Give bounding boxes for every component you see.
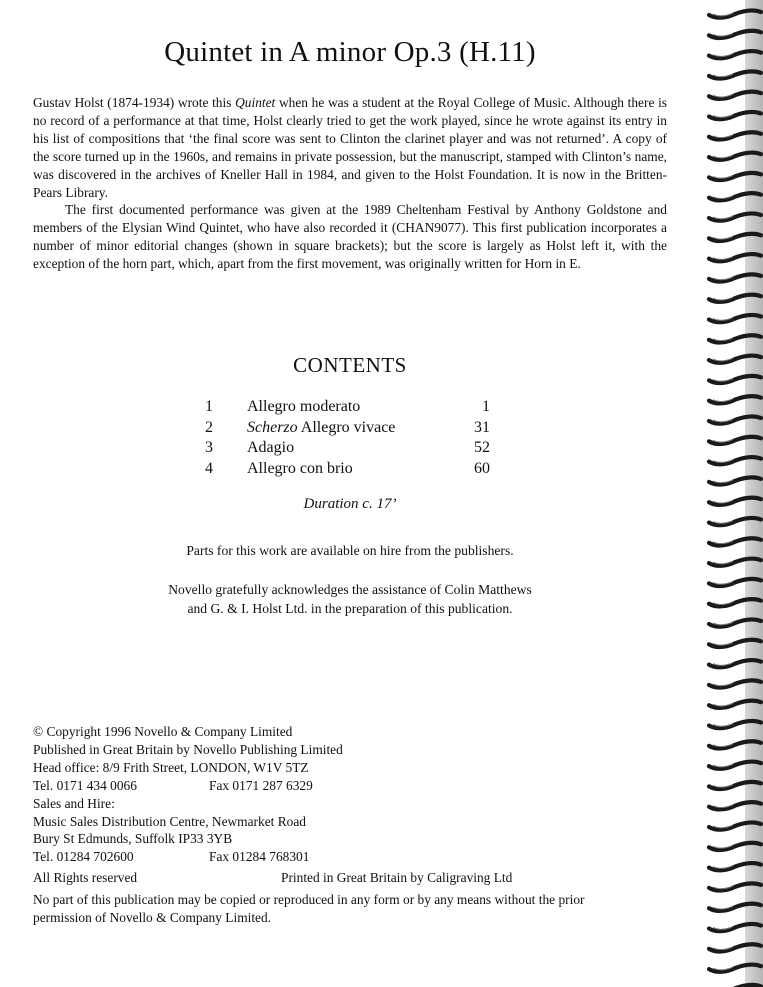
binding-coil [709,721,761,728]
contents-row [200,418,500,439]
binding-coil [709,904,761,911]
movement-page: 52 [474,439,490,456]
copyright-line: © Copyright 1996 Novello & Company Limited [33,724,293,739]
movement-title-text: Allegro con brio [247,459,353,477]
publisher-footer [33,723,593,927]
movement-title [247,418,450,439]
binding-coil [709,599,761,606]
binding-coil [709,376,761,383]
movement-title [247,438,450,459]
binding-coil [709,71,761,78]
movement-page: 1 [482,398,490,415]
binding-coil [709,31,761,38]
movement-title [247,397,450,418]
binding-coil [709,883,761,890]
contents-heading: CONTENTS [293,353,407,377]
sales-label: Sales and Hire: [33,795,115,811]
binding-coil [709,498,761,505]
movement-title-text: Allegro vivace [297,418,396,436]
intro-p1-work-title: Quintet [235,95,276,110]
binding-coil [709,214,761,221]
movement-number: 1 [205,398,213,415]
binding-coil [709,457,761,464]
binding-coil [709,132,761,139]
page-title: Quintet in A minor Op.3 (H.11) [164,36,536,68]
telephone: Tel. 01284 702600 [33,849,134,865]
reproduction-notice: No part of this publication may be copied or reproduced in any form or by any means without the prior permission of Novello & Company Limited. [33,892,585,926]
binding-coil [709,51,761,58]
binding-coil [709,92,761,99]
movement-title-text: Adagio [247,439,295,456]
intro-p1-rest: when he was a student at the Royal College of Music. Although there is no record of a performance at that time, Holst clearly tried to get the work played, since he wrote against its entry in his list of compositions that ‘the final score was sent to Clinton the clarinet player and was not returned’. A copy of the score turned up in the 1960s, and remains in private possession, but the manuscript, stamped with Clinton’s name, was discovered in the archives of Kneller Hall in 1984, and given to the Holst Foundation. It is now in the Britten-Pears Library. [33,95,668,200]
contact-row [33,777,593,795]
binding-coil [709,701,761,708]
binding-coil [709,254,761,261]
intro-text [33,94,667,273]
binding-coil [709,741,761,748]
movement-title-text: Allegro moderato [247,398,361,415]
binding-coil [709,356,761,363]
movement-page: 31 [474,418,490,436]
head-office-line: Head office: 8/9 Frith Street, LONDON, W1V 5TZ [33,759,309,775]
acknowledgement-line-1: Novello gratefully acknowledges the assistance of Colin Matthews [168,582,532,597]
binding-coil [709,802,761,809]
binding-coil [709,518,761,525]
binding-coil [709,11,761,18]
binding-coil [709,823,761,830]
binding-coil [709,193,761,200]
binding-coil [709,965,761,972]
contents-row [200,397,500,418]
printer-credit: Printed in Great Britain by Caligraving Ltd [281,870,513,886]
binding-coil [709,477,761,484]
binding-coil [709,944,761,951]
intro-paragraph-1 [33,94,667,201]
duration-note: Duration c. 17’ [303,496,397,512]
intro-p1-start: Gustav Holst (1874-1934) wrote this [33,95,236,110]
binding-coil [709,620,761,627]
contents-row [200,438,500,459]
acknowledgement-line-2: and G. & I. Holst Ltd. in the preparation of this publication. [187,600,513,616]
binding-coil [709,538,761,545]
binding-coil [709,274,761,281]
movement-number: 4 [205,459,213,477]
binding-coil [709,437,761,444]
binding-coil [709,680,761,687]
binding-coil [709,335,761,342]
spiral-binding [705,0,763,987]
binding-coil [709,396,761,403]
binding-coil [709,924,761,931]
movement-title-italic: Scherzo [247,418,298,436]
binding-coil [709,640,761,647]
binding-coil [709,173,761,180]
binding-coil [709,112,761,119]
telephone: Tel. 0171 434 0066 [33,777,137,793]
movement-title [247,459,450,480]
rights-reserved: All Rights reserved [33,870,138,886]
binding-coil [709,660,761,667]
binding-coil [709,153,761,160]
movement-page: 60 [474,459,490,477]
sales-address-line: Bury St Edmunds, Suffolk IP33 3YB [33,831,233,847]
movement-number: 3 [205,439,213,456]
contact-row [33,848,593,866]
binding-coil [709,863,761,870]
hire-note: Parts for this work are available on hire from the publishers. [186,543,514,558]
binding-coil [709,417,761,424]
binding-coil [709,315,761,322]
movement-number: 2 [205,418,213,436]
fax: Fax 01284 768301 [209,849,310,865]
sales-address-line: Music Sales Distribution Centre, Newmarket Road [33,813,306,829]
contents-list [200,397,500,479]
contents-row [200,459,500,480]
binding-coils [705,0,763,987]
intro-paragraph-2: The first documented performance was given at the 1989 Cheltenham Festival by Anthony Goldstone and members of the Elysian Wind Quintet, who have also recorded it (CHAN9077). This first publication incorporates a number of minor editorial changes (shown in square brackets); but the score is largely as Holst left it, with the exception of the horn part, which, apart from the first movement, was originally written for Horn in E. [33,202,667,272]
fax: Fax 0171 287 6329 [209,777,313,793]
binding-coil [709,234,761,241]
published-line: Published in Great Britain by Novello Publishing Limited [33,741,343,757]
binding-coil [709,843,761,850]
binding-coil [709,295,761,302]
rights-row [33,869,593,887]
acknowledgement [0,581,700,618]
binding-coil [709,762,761,769]
binding-coil [709,559,761,566]
binding-coil [709,579,761,586]
binding-coil [709,782,761,789]
